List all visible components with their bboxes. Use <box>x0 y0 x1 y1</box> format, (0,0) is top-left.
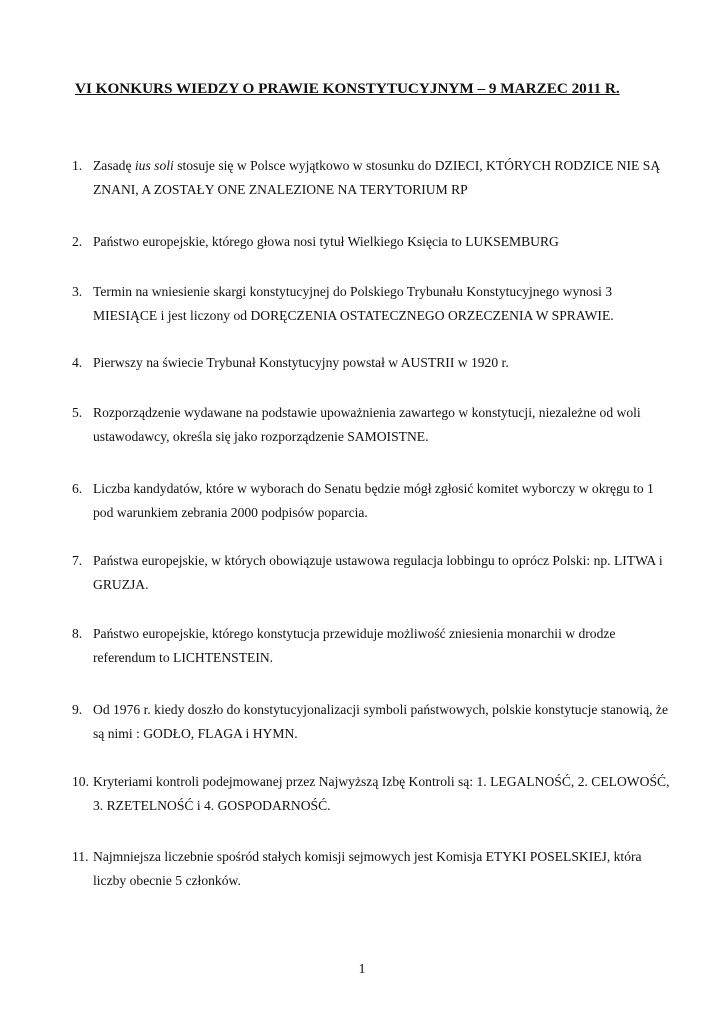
item-text-emphasis: ius soli <box>134 158 174 173</box>
item-text: Państwo europejskie, którego konstytucja przewiduje możliwość zniesienia monarchii w drodze referendum to LICHTENSTEIN. <box>93 626 616 665</box>
list-item <box>72 845 676 893</box>
document-title: VI KONKURS WIEDZY O PRAWIE KONSTYTUCYJNYM – 9 MARZEC 2011 R. <box>75 80 620 97</box>
item-text-rest: stosuje się w Polsce wyjątkowo w stosunku do DZIECI, KTÓRYCH RODZICE NIE SĄ ZNANI, A ZOSTAŁY ONE ZNALEZIONE NA TERYTORIUM RP <box>93 158 661 197</box>
item-number: 7. <box>72 553 83 568</box>
list-item <box>72 770 676 818</box>
item-number: 10. <box>72 774 89 789</box>
item-number: 8. <box>72 626 83 641</box>
item-text: Państwo europejskie, którego głowa nosi tytuł Wielkiego Księcia to LUKSEMBURG <box>93 234 559 249</box>
list-item <box>72 622 676 670</box>
item-text: Państwa europejskie, w których obowiązuje ustawowa regulacja lobbingu to oprócz Polski: np. LITWA i GRUZJA. <box>93 553 663 592</box>
item-text: Od 1976 r. kiedy doszło do konstytucyjonalizacji symboli państwowych, polskie konstytucje stanowią, że są nimi : GODŁO, FLAGA i HYMN. <box>93 702 668 741</box>
item-text: Pierwszy na świecie Trybunał Konstytucyjny powstał w AUSTRII w 1920 r. <box>93 355 509 370</box>
page-number: 1 <box>358 962 366 977</box>
list-item <box>72 280 676 328</box>
item-number: 9. <box>72 702 83 717</box>
item-text: Termin na wniesienie skargi konstytucyjnej do Polskiego Trybunału Konstytucyjnego wynosi 3 MIESIĄCE i jest liczony od DORĘCZENIA OSTATECZNEGO ORZECZENIA W SPRAWIE. <box>93 284 614 323</box>
item-number: 1. <box>72 158 83 173</box>
list-item <box>72 154 676 202</box>
item-text: Liczba kandydatów, które w wyborach do Senatu będzie mógł zgłosić komitet wyborczy w okręgu to 1 pod warunkiem zebrania 2000 podpisów poparcia. <box>93 481 654 520</box>
item-text: Kryteriami kontroli podejmowanej przez Najwyższą Izbę Kontroli są: 1. LEGALNOŚĆ, 2. CELOWOŚĆ, 3. RZETELNOŚĆ i 4. GOSPODARNOŚĆ. <box>93 774 670 813</box>
list-item <box>72 698 676 746</box>
item-text: Rozporządzenie wydawane na podstawie upoważnienia zawartego w konstytucji, niezależne od woli ustawodawcy, określa się jako rozporządzenie SAMOISTNE. <box>93 405 641 444</box>
list-item <box>72 351 676 375</box>
item-number: 4. <box>72 355 83 370</box>
item-text-lead: Zasadę <box>93 158 135 173</box>
item-number: 6. <box>72 481 83 496</box>
item-number: 5. <box>72 405 83 420</box>
list-item <box>72 401 676 449</box>
item-text <box>93 154 676 202</box>
list-item <box>72 549 676 597</box>
list-item <box>72 477 676 525</box>
item-text: Najmniejsza liczebnie spośród stałych komisji sejmowych jest Komisja ETYKI POSELSKIEJ, która liczby obecnie 5 członków. <box>93 849 642 888</box>
item-number: 11. <box>72 849 89 864</box>
item-number: 2. <box>72 234 83 249</box>
list-item <box>72 230 676 254</box>
item-number: 3. <box>72 284 83 299</box>
